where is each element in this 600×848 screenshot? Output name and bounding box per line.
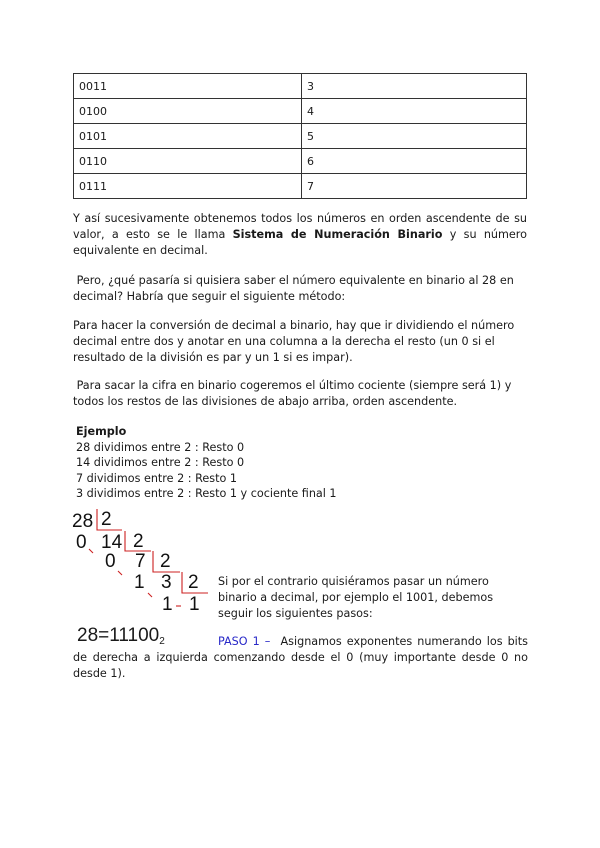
quotient-3: 3 [161, 572, 172, 593]
tick-mark-3 [148, 593, 152, 597]
table-row [74, 174, 527, 199]
remainder-1-fourth: 1 [162, 594, 173, 615]
example-block [76, 424, 337, 502]
decimal-cell: 4 [302, 99, 527, 124]
binary-cell: 0111 [74, 174, 302, 199]
example-line: 14 dividimos entre 2 : Resto 0 [76, 456, 245, 469]
quotient-7: 7 [135, 551, 146, 572]
remainder-0-first: 0 [76, 532, 87, 553]
division-diagram [70, 505, 220, 623]
result-value: 28=11100 [77, 625, 160, 646]
paragraph-question: Pero, ¿qué pasaría si quisiera saber el número equivalente en binario al 28 en decimal? Habría que seguir el siguiente método: [73, 274, 518, 303]
side-paragraph: Si por el contrario quisiéramos pasar un número binario a decimal, por ejemplo el 1001, debemos seguir los siguientes pasos: [218, 575, 494, 620]
binary-cell: 0101 [74, 124, 302, 149]
table-row [74, 74, 527, 99]
remainder-1-third: 1 [134, 572, 145, 593]
divisor-2-first: 2 [101, 509, 112, 530]
example-title: Ejemplo [76, 425, 127, 438]
p1-text-after: y su número equivalente en decimal. [73, 228, 527, 257]
decimal-cell: 6 [302, 149, 527, 174]
paso-label: PASO 1 – [218, 635, 271, 648]
paragraph-read-digits: Para sacar la cifra en binario cogeremos el último cociente (siempre será 1) y todos los restos de las divisiones de abajo arriba, orden ascendente. [73, 379, 515, 408]
table-row [74, 124, 527, 149]
paso-text: Asignamos exponentes numerando los bits de derecha a izquierda comenzando desde el 0 (muy importante desde 0 no desde 1). [73, 635, 532, 680]
decimal-cell: 7 [302, 174, 527, 199]
paragraph-binary-system [73, 211, 527, 259]
divisor-2-third: 2 [160, 551, 171, 572]
paragraph-method: Para hacer la conversión de decimal a binario, hay que ir dividiendo el número decimal entre dos y anotar en una columna a la derecha el resto (un 0 si el resultado de la división es par y un 1 si es impar). [73, 319, 515, 364]
dividend-28: 28 [72, 511, 94, 532]
tick-mark-1 [89, 549, 93, 553]
remainder-0-second: 0 [105, 551, 116, 572]
example-line: 3 dividimos entre 2 : Resto 1 y cociente final 1 [76, 487, 337, 500]
example-line: 7 dividimos entre 2 : Resto 1 [76, 471, 237, 485]
decimal-cell: 5 [302, 124, 527, 149]
tick-mark-2 [118, 571, 122, 575]
result-base: 2 [159, 636, 165, 647]
quotient-1-final: 1 [189, 594, 200, 615]
divisor-2-fourth: 2 [188, 572, 199, 593]
table-row [74, 99, 527, 124]
binary-cell: 0100 [74, 99, 302, 124]
quotient-14: 14 [101, 532, 123, 553]
table-row [74, 149, 527, 174]
binary-cell: 0011 [74, 74, 302, 99]
p1-text-before: Y así sucesivamente obtenemos todos los números en orden ascendente de su valor, a esto se le llama [73, 212, 527, 241]
decimal-cell: 3 [302, 74, 527, 99]
divisor-2-second: 2 [133, 531, 144, 552]
p1-bold-term: Sistema de Numeración Binario [232, 228, 443, 241]
example-line: 28 dividimos entre 2 : Resto 0 [76, 440, 245, 454]
binary-cell: 0110 [74, 149, 302, 174]
binary-decimal-table [73, 73, 527, 199]
paso-paragraph [73, 634, 532, 682]
